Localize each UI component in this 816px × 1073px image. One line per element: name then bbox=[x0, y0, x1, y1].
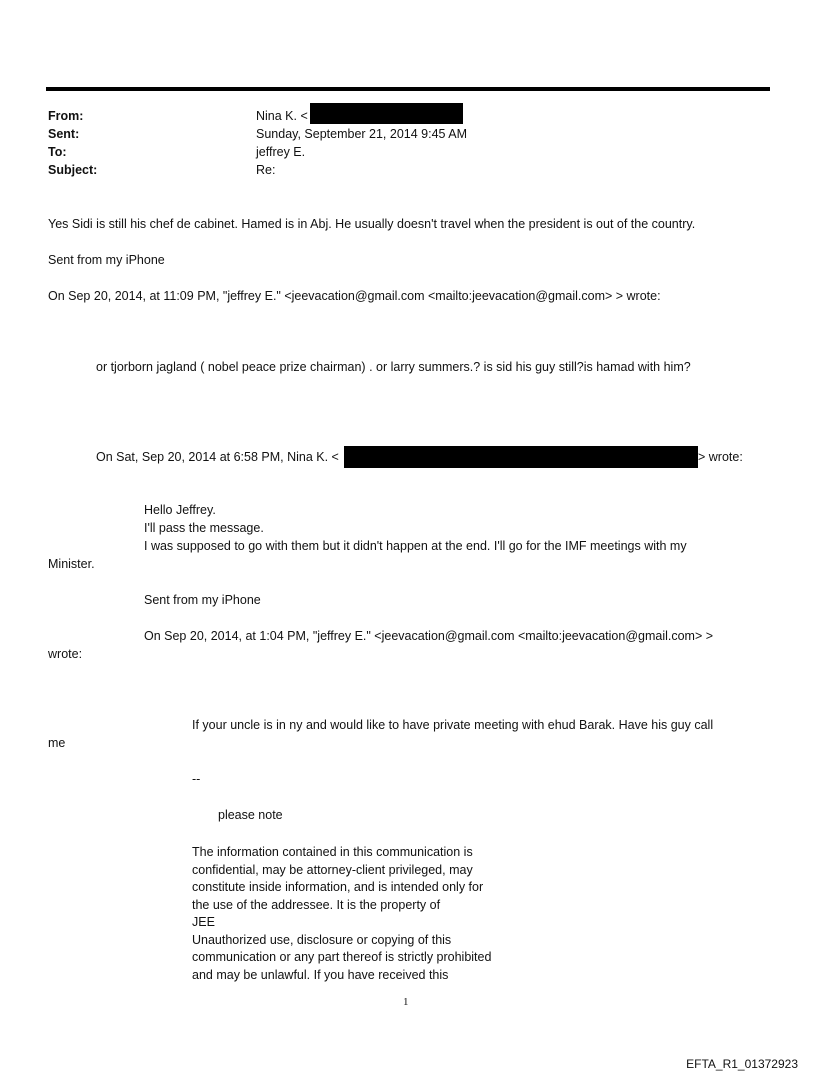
quote3-text-wrap: me bbox=[48, 736, 66, 750]
quote2-line1: Hello Jeffrey. bbox=[144, 503, 216, 517]
reply-text: Yes Sidi is still his chef de cabinet. Hamed is in Abj. He usually doesn't travel when the president is out of the country. bbox=[48, 217, 696, 231]
document-id: EFTA_R1_01372923 bbox=[686, 1057, 798, 1071]
please-note: please note bbox=[218, 808, 283, 822]
sent-value: Sunday, September 21, 2014 9:45 AM bbox=[256, 127, 468, 141]
page-number: 1 bbox=[403, 996, 409, 1008]
subject-value: Re: bbox=[256, 163, 276, 177]
reply-signature: Sent from my iPhone bbox=[48, 253, 165, 267]
disclaimer-line: The information contained in this communication is bbox=[192, 845, 473, 859]
quote1-text: or tjorborn jagland ( nobel peace prize chairman) . or larry summers.? is sid his guy still?is hamad with him? bbox=[96, 360, 691, 374]
to-value: jeffrey E. bbox=[256, 145, 306, 159]
quote3-text: If your uncle is in ny and would like to have private meeting with ehud Barak. Have his guy call bbox=[192, 718, 714, 732]
quote3-header: On Sep 20, 2014, at 1:04 PM, "jeffrey E." <jeevacation@gmail.com <mailto:jeevacation@gmail.com> > bbox=[144, 629, 714, 643]
disclaimer-line: JEE bbox=[192, 915, 215, 929]
quote2-signature: Sent from my iPhone bbox=[144, 593, 261, 607]
header-divider bbox=[46, 87, 770, 91]
quote3-header-wrap: wrote: bbox=[48, 647, 83, 661]
disclaimer-line: confidential, may be attorney-client privileged, may bbox=[192, 862, 473, 877]
quote2-header-prefix: On Sat, Sep 20, 2014 at 6:58 PM, Nina K. < bbox=[96, 450, 339, 464]
quote2-line3: I was supposed to go with them but it didn't happen at the end. I'll go for the IMF meetings with my bbox=[144, 539, 687, 553]
disclaimer-line: Unauthorized use, disclosure or copying of this bbox=[192, 932, 452, 947]
to-label: To: bbox=[48, 145, 67, 159]
quote1-header: On Sep 20, 2014, at 11:09 PM, "jeffrey E." <jeevacation@gmail.com <mailto:jeevacation@gmail.com> > wrote: bbox=[48, 289, 661, 303]
disclaimer-line: and may be unlawful. If you have received this bbox=[192, 967, 449, 982]
from-email-redaction bbox=[310, 103, 463, 124]
sent-label: Sent: bbox=[48, 127, 80, 141]
disclaimer-line: constitute inside information, and is intended only for bbox=[192, 880, 484, 894]
quote2-email-redaction bbox=[344, 446, 698, 468]
signature-dashes: -- bbox=[192, 772, 201, 786]
from-value: Nina K. < bbox=[256, 109, 308, 123]
disclaimer-line: communication or any part thereof is strictly prohibited bbox=[192, 950, 492, 964]
quote2-header-suffix: > wrote: bbox=[698, 450, 743, 464]
subject-label: Subject: bbox=[48, 163, 98, 177]
from-label: From: bbox=[48, 109, 84, 123]
quote2-line3-wrap: Minister. bbox=[48, 557, 95, 571]
disclaimer-line: the use of the addressee. It is the property of bbox=[192, 897, 441, 912]
disclaimer bbox=[192, 844, 491, 984]
quote2-line2: I'll pass the message. bbox=[144, 521, 264, 535]
